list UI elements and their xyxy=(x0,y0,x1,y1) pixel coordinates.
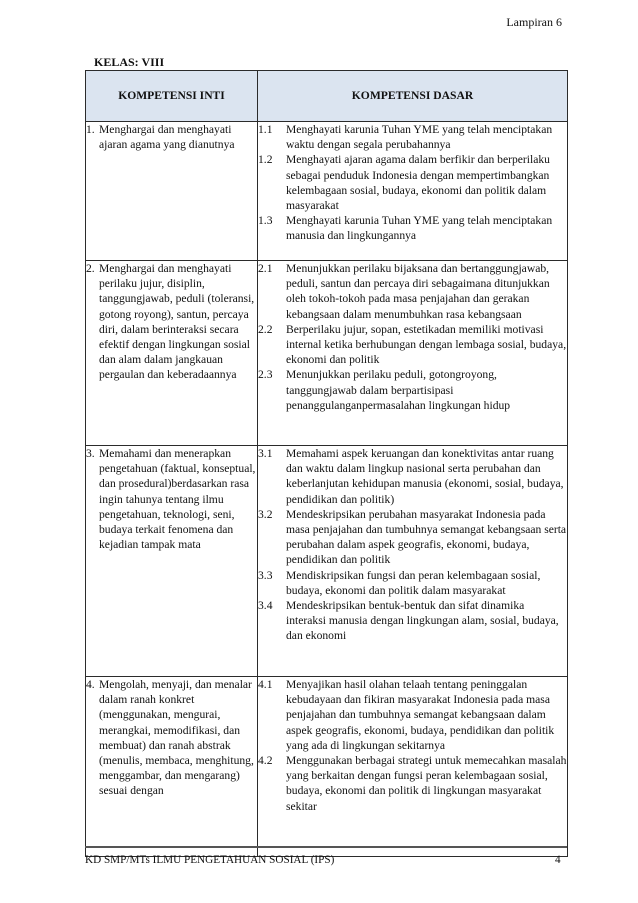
kd-number: 3.1 xyxy=(258,447,273,460)
kd-item xyxy=(258,122,567,152)
ki-cell xyxy=(86,261,258,446)
table-row xyxy=(86,677,568,857)
kd-cell xyxy=(258,122,568,261)
ki-number: 3. xyxy=(86,447,95,460)
ki-cell xyxy=(86,677,258,857)
kd-text: Menghayati karunia Tuhan YME yang telah menciptakan manusia dan lingkungannya xyxy=(286,214,553,243)
kd-item xyxy=(258,598,567,644)
kd-item xyxy=(258,152,567,213)
ki-text: Menghargai dan menghayati perilaku jujur, disiplin, tanggungjawab, peduli (toleransi, gotong royong), santun, percaya diri, dalam berinteraksi secara efektif dengan lingkungan sosial dan alam dalam jangkauan pergaulan dan keberadaannya xyxy=(99,262,255,382)
kd-item xyxy=(258,213,567,243)
ki-text: Menghargai dan menghayati ajaran agama yang dianutnya xyxy=(99,123,235,152)
ki-item xyxy=(86,677,257,799)
kd-text: Memahami aspek keruangan dan konektivitas antar ruang dan waktu dalam lingkup nasional serta perubahan dan keberlanjutan kehidupan manusia (ekonomi, sosial, budaya, pendidikan dan politik) xyxy=(286,447,564,506)
kd-text: Mendeskripsikan perubahan masyarakat Indonesia pada masa penjajahan dan tumbuhnya semangat kebangsaan serta perubahan dalam aspek geografis, ekonomi, budaya, pendidikan dan politik xyxy=(286,507,567,567)
kd-text: Menunjukkan perilaku peduli, gotongroyong, tanggungjawab dalam berpartisipasi penanggulanganpermasalahan lingkungan hidup xyxy=(286,368,511,412)
table-row xyxy=(86,261,568,446)
kd-text: Mendiskripsikan fungsi dan peran kelembagaan sosial, budaya, ekonomi dan politik dalam masyarakat xyxy=(286,568,541,597)
kd-text: Berperilaku jujur, sopan, estetikadan memiliki motivasi internal ketika berhubungan dengan lembaga sosial, budaya, ekonomi dan politik xyxy=(286,322,567,367)
kd-number: 2.2 xyxy=(258,322,273,336)
kd-number: 3.3 xyxy=(258,568,273,582)
kd-cell xyxy=(258,677,568,857)
kd-item xyxy=(258,322,567,368)
kd-item xyxy=(258,446,567,507)
kd-item xyxy=(258,367,567,413)
ki-item xyxy=(86,261,257,383)
kd-number: 4.1 xyxy=(258,678,273,691)
kd-item xyxy=(258,568,567,598)
kd-item xyxy=(258,507,567,568)
kd-text: Menghayati ajaran agama dalam berfikir dan berperilaku sebagai penduduk Indonesia dengan mempertimbangkan kelembagaan sosial, budaya, ekonomi dan politik dalam masyarakat xyxy=(286,153,550,213)
ki-number: 1. xyxy=(86,123,95,136)
kd-number: 1.1 xyxy=(258,123,273,136)
kd-number: 4.2 xyxy=(258,754,273,768)
kd-number: 3.2 xyxy=(258,507,273,521)
ki-item xyxy=(86,446,257,552)
page-number: 4 xyxy=(555,854,561,866)
kd-text: Menunjukkan perilaku bijaksana dan bertanggungjawab, peduli, santun dan percaya diri sebagaimana ditunjukkan oleh tokoh-tokoh pada masa penjajahan dan gerakan kebangsaan dalam menumbuhkan rasa kebangsaan xyxy=(286,262,550,321)
table-header-row xyxy=(86,71,568,122)
ki-item xyxy=(86,122,257,152)
ki-text: Memahami dan menerapkan pengetahuan (faktual, konseptual, dan prosedural)berdasarkan rasa ingin tahunya tentang ilmu pengetahuan, teknologi, seni, budaya terkait fenomena dan kejadian tampak mata xyxy=(99,447,256,552)
ki-number: 4. xyxy=(86,678,95,691)
kd-item xyxy=(258,677,567,753)
column-header-ki: KOMPETENSI INTI xyxy=(86,71,258,122)
kd-number: 1.2 xyxy=(258,153,273,167)
lampiran-label: Lampiran 6 xyxy=(506,15,562,29)
kd-number: 1.3 xyxy=(258,214,273,228)
kd-number: 3.4 xyxy=(258,599,273,613)
kompetensi-table xyxy=(85,70,568,857)
kd-text: Menghayati karunia Tuhan YME yang telah menciptakan waktu dengan segala perubahannya xyxy=(286,123,553,152)
kd-cell xyxy=(258,261,568,446)
kelas-heading: KELAS: VIII xyxy=(94,55,165,69)
kd-item xyxy=(258,261,567,322)
kd-text: Menyajikan hasil olahan telaah tentang peninggalan kebudayaan dan fikiran masyarakat Indonesia pada masa penjajahan dan tumbuhnya semangat kebangsaan dalam aspek geografis, ekonomi, budaya, pendidikan dan politik yang ada di lingkungan sekitarnya xyxy=(286,678,555,752)
ki-text: Mengolah, menyaji, dan menalar dalam ranah konkret (menggunakan, mengurai, merangkai, memodifikasi, dan membuat) dan ranah abstrak (menulis, membaca, menghitung, menggambar, dan mengarang) sesuai dengan xyxy=(99,678,254,798)
kd-item xyxy=(258,753,567,814)
table-row xyxy=(86,122,568,261)
footer-title: KD SMP/MTs ILMU PENGETAHUAN SOSIAL (IPS) xyxy=(85,854,335,866)
ki-number: 2. xyxy=(86,262,95,275)
kd-number: 2.1 xyxy=(258,262,273,275)
column-header-kd: KOMPETENSI DASAR xyxy=(258,71,568,122)
kd-text: Mendeskripsikan bentuk-bentuk dan sifat dinamika interaksi manusia dengan lingkungan alam, sosial, budaya, dan ekonomi xyxy=(286,599,559,643)
footer-divider xyxy=(85,846,567,848)
kd-text: Menggunakan berbagai strategi untuk memecahkan masalah yang berkaitan dengan fungsi peran kelembagaan sosial, budaya, ekonomi dan politik di lingkungan masyarakat sekitar xyxy=(286,754,567,813)
kd-cell xyxy=(258,446,568,677)
table-row xyxy=(86,446,568,677)
ki-cell xyxy=(86,446,258,677)
ki-cell xyxy=(86,122,258,261)
kd-number: 2.3 xyxy=(258,368,273,382)
